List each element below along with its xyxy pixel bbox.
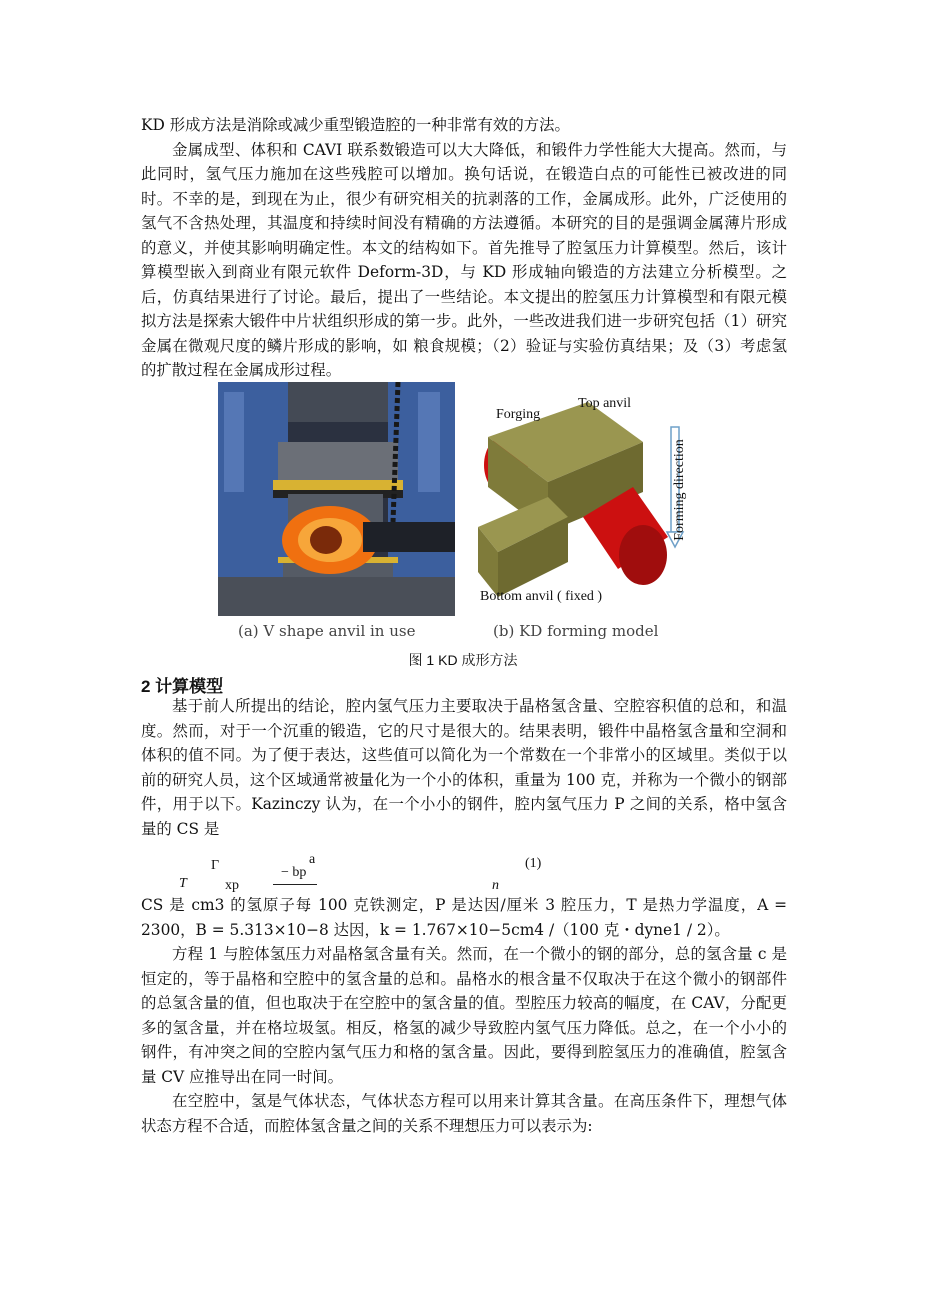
equation-1 [141, 842, 787, 894]
paragraph-cs-definition: CS 是 cm3 的氢原子每 100 克铁测定，P 是达因/厘米 3 腔压力，T 是热力学温度，A = 2300，B = 5.313×10−8 达因，k = 1.767×10−5cm4 /（100 克・dyne1 / 2）。 [141, 896, 787, 939]
v-shape-anvil-photo [218, 382, 455, 616]
figure-1 [218, 382, 687, 644]
eq-fraction-bar [273, 884, 317, 885]
section-heading: 2 计算模型 [141, 677, 224, 696]
eq-T: T [179, 876, 187, 891]
subcaption-b: (b) KD forming model [493, 622, 659, 640]
subcaption-a: (a) V shape anvil in use [238, 622, 416, 640]
eq-n: n [492, 878, 499, 893]
top-anvil-label: Top anvil [578, 396, 632, 411]
figure-caption: 图 1 KD 成形方法 [408, 652, 518, 668]
eq-bp: − bp [281, 865, 307, 880]
forming-direction-label: Forming direction [672, 439, 687, 541]
eq-xp: xp [225, 878, 239, 893]
eq-a: a [309, 852, 316, 867]
eq-gamma: Γ [211, 858, 220, 873]
paragraph-model: 基于前人所提出的结论，腔内氢气压力主要取决于晶格氢含量、空腔容积值的总和，和温度。然而，对于一个沉重的锻造，它的尺寸是很大的。结果表明，锻件中晶格氢含量和空洞和体积的值不同。为了便于表达，这些值可以简化为一个常数在一个非常小的区域里。类似于以前的研究人员，这个区域通常被量化为一个小的体积，重量为 100 克，并称为一个微小的钢部件，用于以下。Kazinczy 认为，在一个小小的钢件，腔内氢气压力 P 之间的关系，格中氢含量的 CS 是 [141, 697, 787, 838]
body-text-top [141, 113, 787, 383]
forging-label: Forging [496, 407, 541, 422]
body-text-model [141, 694, 787, 841]
paragraph-equation-1: 方程 1 与腔体氢压力对晶格氢含量有关。然而，在一个微小的钢的部分，总的氢含量 c 是恒定的，等于晶格和空腔中的氢含量的总和。晶格水的根含量不仅取决于在这个微小的钢部件的总氢含量的值，但也取决于在空腔中的氢含量的值。型腔压力较高的幅度，在 CAV，分配更多的氢含量，并在格垃圾氢。相反，格氢的减少导致腔内氢气压力降低。总之，在一个小小的钢件，有冲突之间的空腔内氢气压力和格的氢含量。因此，要得到腔氢压力的准确值，腔氢含量 CV 应推导出在同一时间。 [141, 945, 787, 1086]
body-text-after-eq [141, 893, 787, 1138]
eq-number: (1) [525, 856, 542, 871]
paragraph-kd-method: KD 形成方法是消除或减少重型锻造腔的一种非常有效的方法。 [141, 116, 570, 134]
paragraph-intro: 金属成型、体积和 CAVI 联系数锻造可以大大降低，和锻件力学性能大大提高。然而，与此同时，氢气压力施加在这些残腔可以增加。换句话说，在锻造白点的可能性已被改进的同时。不幸的是，到现在为止，很少有研究相关的抗剥落的工作，金属成形。此外，广泛使用的氢气不含热处理，其温度和持续时间没有精确的方法遵循。本研究的目的是强调金属薄片形成的意义，并使其影响明确定性。本文的结构如下。首先推导了腔氢压力计算模型。然后，该计算模型嵌入到商业有限元软件 Deform-3D，与 KD 形成轴向锻造的方法建立分析模型。之后，仿真结果进行了讨论。最后，提出了一些结论。本文提出的腔氢压力计算模型和有限元模拟方法是探索大锻件中片状组织形成的第一步。此外，一些改进我们进一步研究包括（1）研究金属在微观尺度的鳞片形成的影响，如 粮食规模；（2）验证与实验仿真结果；及（3）考虑氢的扩散过程在金属成形过程。 [141, 140, 787, 379]
paragraph-gas-state: 在空腔中，氢是气体状态，气体状态方程可以用来计算其含量。在高压条件下，理想气体状态方程不合适，而腔体氢含量之间的关系不理想压力可以表示为: [141, 1092, 787, 1135]
bottom-anvil-label: Bottom anvil ( fixed ) [480, 589, 603, 604]
